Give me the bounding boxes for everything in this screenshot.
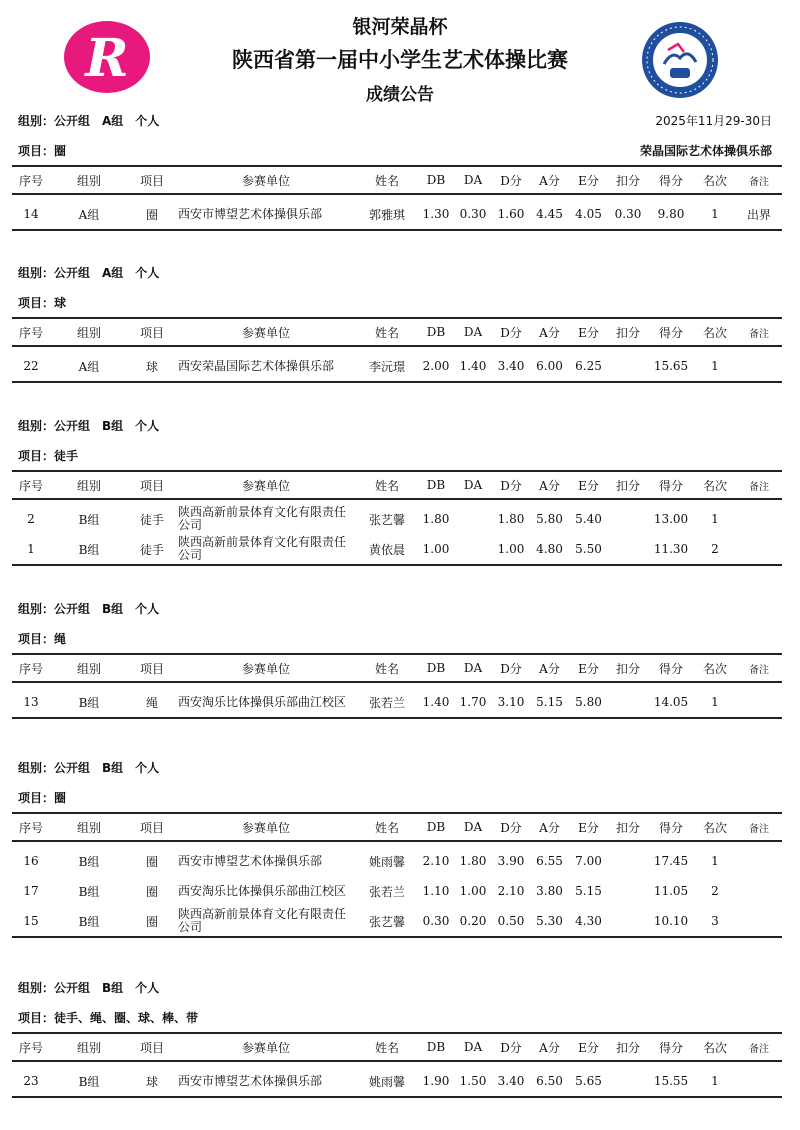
cell-rank: 2 [711,884,719,898]
cell-e: 5.65 [575,1074,602,1088]
cell-score: 11.05 [653,884,689,898]
cell-a: 4.80 [536,542,563,556]
cell-item: 徒手 [139,512,164,527]
column-header: 姓名 [374,173,399,188]
cell-note: 出界 [746,207,771,222]
cell-rank: 2 [711,542,719,556]
cell-score: 13.00 [653,512,689,526]
column-header: 项目 [139,1040,164,1055]
cell-item: 圈 [145,207,158,222]
column-header: 姓名 [374,478,399,493]
column-header: 备注 [749,823,769,835]
column-header: 参赛单位 [241,478,290,493]
column-header: DB [426,661,446,675]
column-header: D分 [500,661,522,676]
column-header: 项目 [139,173,164,188]
cell-a: 5.80 [536,512,563,526]
column-header: DB [426,173,446,187]
column-header: 扣分 [615,1040,640,1055]
column-header: 组别 [76,661,101,676]
cell-d: 3.40 [497,1074,525,1088]
column-header: 姓名 [374,661,399,676]
table-header-row [12,654,782,682]
cell-item: 徒手 [139,542,164,557]
column-header: 序号 [18,173,43,188]
cell-db: 1.90 [422,1074,450,1088]
table-row [12,346,782,382]
table-body [12,194,782,230]
project-line [12,1009,782,1029]
cell-e: 7.00 [575,854,602,868]
column-header: 组别 [76,325,101,340]
cell-group: B组 [78,512,100,527]
column-header: DB [426,1040,446,1054]
column-header: DA [463,478,483,492]
cell-da: 0.20 [459,914,487,928]
cell-item: 圈 [145,914,158,929]
column-header: 得分 [658,1040,683,1055]
result-section [12,759,782,938]
cell-d: 0.50 [497,914,525,928]
cell-item: 圈 [145,884,158,899]
cell-db: 2.00 [422,359,450,373]
cell-no: 17 [23,884,39,898]
cell-unit: 陕西高新前景体育文化有限责任公司 [178,535,347,562]
cell-a: 6.00 [536,359,563,373]
results-table [12,165,782,231]
column-header: A分 [539,1040,560,1055]
column-header: 参赛单位 [241,820,290,835]
project-right-text: 荣晶国际艺术体操俱乐部 [639,144,772,158]
date-text: 2025年11月29-30日 [655,114,772,128]
cell-ded [608,682,648,718]
cell-a: 5.15 [536,695,563,709]
cell-score: 10.10 [653,914,689,928]
column-header: A分 [539,661,560,676]
cell-name: 张艺馨 [368,914,405,929]
eds-seal-icon [640,20,720,100]
cell-unit: 西安淘乐比体操俱乐部曲江校区 [178,694,347,709]
cell-rank: 1 [711,695,719,709]
cell-db: 1.80 [422,512,450,526]
cell-name: 张艺馨 [368,512,405,527]
column-header: 项目 [139,478,164,493]
cell-unit: 西安市博望艺术体操俱乐部 [178,1073,323,1088]
table-header-row [12,813,782,841]
cell-a: 5.30 [536,914,563,928]
table-row [12,534,782,565]
column-header: 姓名 [374,325,399,340]
column-header: D分 [500,1040,522,1055]
column-header: E分 [578,478,599,493]
project-line [12,142,782,162]
cell-db: 1.40 [422,695,450,709]
project-label: 项目：球 [18,296,67,310]
column-header: 扣分 [615,661,640,676]
column-header: 参赛单位 [241,661,290,676]
column-header: E分 [578,820,599,835]
column-header: 名次 [702,661,727,676]
column-header: DA [463,820,483,834]
cell-db: 1.30 [422,207,450,221]
cell-a: 3.80 [536,884,563,898]
cell-db: 1.00 [422,542,450,556]
column-header: 得分 [658,478,683,493]
cell-no: 13 [23,695,39,709]
cell-item: 球 [145,359,158,374]
table-row [12,1061,782,1097]
project-label: 项目：圈 [18,144,67,158]
column-header: DB [426,478,446,492]
table-row [12,194,782,230]
project-label: 项目：徒手、绳、圈、球、棒、带 [18,1011,199,1025]
table-row [12,906,782,937]
cell-group: B组 [78,1074,100,1089]
cell-name: 郭雅琪 [368,207,405,222]
cell-rank: 1 [711,854,719,868]
cell-da: 0.30 [459,207,487,221]
results-table [12,470,782,566]
column-header: 名次 [702,478,727,493]
column-header: 扣分 [615,325,640,340]
cell-da: 1.50 [459,1074,487,1088]
column-header: 备注 [749,481,769,493]
cell-e: 5.50 [575,542,602,556]
cell-no: 23 [23,1074,39,1088]
project-line [12,789,782,809]
column-header: 名次 [702,1040,727,1055]
table-body [12,346,782,382]
cell-unit: 陕西高新前景体育文化有限责任公司 [178,505,347,532]
cell-score: 17.45 [653,854,689,868]
column-header: 扣分 [615,478,640,493]
column-header: 序号 [18,478,43,493]
column-header: A分 [539,478,560,493]
cell-rank: 1 [711,512,719,526]
cell-note [736,841,782,876]
cell-group: B组 [78,542,100,557]
column-header: 得分 [658,820,683,835]
project-line [12,630,782,650]
column-header: 项目 [139,820,164,835]
column-header: 组别 [76,478,101,493]
column-header: E分 [578,173,599,188]
project-label: 项目：徒手 [18,449,79,463]
cell-e: 5.40 [575,512,602,526]
cell-group: B组 [78,695,100,710]
column-header: 参赛单位 [241,1040,290,1055]
table-header-row [12,471,782,499]
cell-name: 张若兰 [368,695,405,710]
group-line [12,759,782,779]
group-line [12,979,782,999]
cell-note [736,1061,782,1097]
column-header: DA [463,1040,483,1054]
result-section [12,600,782,719]
column-header: A分 [539,820,560,835]
cell-e: 4.30 [575,914,602,928]
cell-da [454,534,492,565]
group-line [12,417,782,437]
table-body [12,499,782,565]
results-table [12,812,782,938]
cell-rank: 1 [711,1074,719,1088]
cell-ded [608,841,648,876]
group-label: 组别：公开组 B组 个人 [18,981,160,995]
column-header: 扣分 [615,820,640,835]
cell-d: 1.80 [497,512,525,526]
cell-name: 姚雨馨 [368,1074,405,1089]
svg-text:R: R [85,28,129,89]
project-label: 项目：绳 [18,632,67,646]
cell-db: 1.10 [422,884,450,898]
group-line [12,112,782,132]
cell-rank: 1 [711,359,719,373]
cell-da: 1.70 [459,695,487,709]
cell-da: 1.80 [459,854,487,868]
cell-ded [608,876,648,906]
group-line [12,600,782,620]
cell-note [736,534,782,565]
cell-note [736,499,782,534]
column-header: A分 [539,173,560,188]
cell-unit: 西安市博望艺术体操俱乐部 [178,853,323,868]
cell-item: 绳 [145,695,158,710]
cell-unit: 陕西高新前景体育文化有限责任公司 [178,907,347,934]
cell-d: 3.10 [497,695,525,709]
result-section [12,417,782,566]
results-table [12,317,782,383]
cell-a: 6.55 [536,854,563,868]
column-header: E分 [578,661,599,676]
cell-d: 3.40 [497,359,525,373]
project-line [12,447,782,467]
cell-no: 2 [27,512,35,526]
table-header-row [12,1033,782,1061]
title-line-2: 陕西省第一届中小学生艺术体操比赛 [232,48,568,72]
column-header: 序号 [18,1040,43,1055]
cell-da [454,499,492,534]
cell-name: 李沅璟 [368,359,405,374]
column-header: DB [426,325,446,339]
column-header: 备注 [749,664,769,676]
cell-d: 3.90 [497,854,525,868]
result-section [12,979,782,1098]
column-header: 序号 [18,661,43,676]
cell-group: A组 [78,207,100,222]
results-table [12,1032,782,1098]
table-row [12,876,782,906]
cell-e: 5.80 [575,695,602,709]
table-body [12,1061,782,1097]
column-header: A分 [539,325,560,340]
cell-rank: 3 [711,914,719,928]
cell-ded [608,906,648,937]
cell-item: 圈 [145,854,158,869]
table-row [12,499,782,534]
column-header: 扣分 [615,173,640,188]
column-header: 参赛单位 [241,325,290,340]
group-label: 组别：公开组 B组 个人 [18,761,160,775]
column-header: 名次 [702,173,727,188]
cell-ded [608,1061,648,1097]
column-header: D分 [500,173,522,188]
cell-no: 22 [23,359,39,373]
column-header: 项目 [139,661,164,676]
column-header: DA [463,325,483,339]
cell-score: 14.05 [653,695,689,709]
cell-score: 11.30 [653,542,689,556]
column-header: 项目 [139,325,164,340]
cell-db: 0.30 [422,914,450,928]
cell-score: 9.80 [657,207,685,221]
page-header [0,0,800,110]
cell-group: B组 [78,914,100,929]
column-header: 组别 [76,820,101,835]
column-header: E分 [578,325,599,340]
result-section [12,264,782,383]
project-label: 项目：圈 [18,791,67,805]
cell-db: 2.10 [422,854,450,868]
column-header: 序号 [18,325,43,340]
cell-d: 2.10 [497,884,525,898]
cell-group: A组 [78,359,100,374]
cell-unit: 西安淘乐比体操俱乐部曲江校区 [178,883,347,898]
table-row [12,841,782,876]
group-label: 组别：公开组 A组 个人 [18,266,160,280]
column-header: D分 [500,478,522,493]
cell-item: 球 [145,1074,158,1089]
table-body [12,841,782,937]
table-body [12,682,782,718]
cell-unit: 西安市博望艺术体操俱乐部 [178,206,323,221]
title-line-3: 成绩公告 [366,85,434,105]
column-header: 参赛单位 [241,173,290,188]
cell-no: 1 [27,542,35,556]
cell-score: 15.55 [653,1074,689,1088]
column-header: 序号 [18,820,43,835]
column-header: 得分 [658,325,683,340]
column-header: D分 [500,325,522,340]
cell-no: 16 [23,854,39,868]
cell-note [736,906,782,937]
group-label: 组别：公开组 B组 个人 [18,419,160,433]
cell-da: 1.40 [459,359,487,373]
cell-ded: 0.30 [614,207,642,221]
cell-da: 1.00 [459,884,487,898]
cell-score: 15.65 [653,359,689,373]
column-header: 姓名 [374,820,399,835]
column-header: E分 [578,1040,599,1055]
column-header: 得分 [658,173,683,188]
column-header: D分 [500,820,522,835]
cell-group: B组 [78,854,100,869]
column-header: DA [463,661,483,675]
table-header-row [12,318,782,346]
cell-a: 4.45 [536,207,563,221]
cell-no: 14 [23,207,39,221]
cell-note [736,346,782,382]
cell-no: 15 [23,914,39,928]
column-header: 备注 [749,328,769,340]
cell-ded [608,346,648,382]
result-section [12,112,782,231]
column-header: 组别 [76,173,101,188]
cell-ded [608,499,648,534]
cell-rank: 1 [711,207,719,221]
cell-e: 6.25 [575,359,602,373]
cell-unit: 西安荣晶国际艺术体操俱乐部 [178,358,335,373]
cell-d: 1.00 [497,542,525,556]
cell-group: B组 [78,884,100,899]
title-line-1: 银河荣晶杯 [352,16,448,38]
cell-note [736,682,782,718]
cell-name: 张若兰 [368,884,405,899]
cell-name: 黄依晨 [368,542,405,557]
column-header: 备注 [749,1043,769,1055]
project-line [12,294,782,314]
group-label: 组别：公开组 A组 个人 [18,114,160,128]
cell-d: 1.60 [497,207,525,221]
cell-e: 4.05 [575,207,602,221]
column-header: 组别 [76,1040,101,1055]
column-header: 名次 [702,820,727,835]
column-header: 得分 [658,661,683,676]
cell-ded [608,534,648,565]
column-header: DB [426,820,446,834]
column-header: 姓名 [374,1040,399,1055]
group-line [12,264,782,284]
results-table [12,653,782,719]
group-label: 组别：公开组 B组 个人 [18,602,160,616]
column-header: DA [463,173,483,187]
cell-a: 6.50 [536,1074,563,1088]
cell-e: 5.15 [575,884,602,898]
table-header-row [12,166,782,194]
cell-note [736,876,782,906]
cell-name: 姚雨馨 [368,854,405,869]
column-header: 名次 [702,325,727,340]
table-row [12,682,782,718]
column-header: 备注 [749,176,769,188]
